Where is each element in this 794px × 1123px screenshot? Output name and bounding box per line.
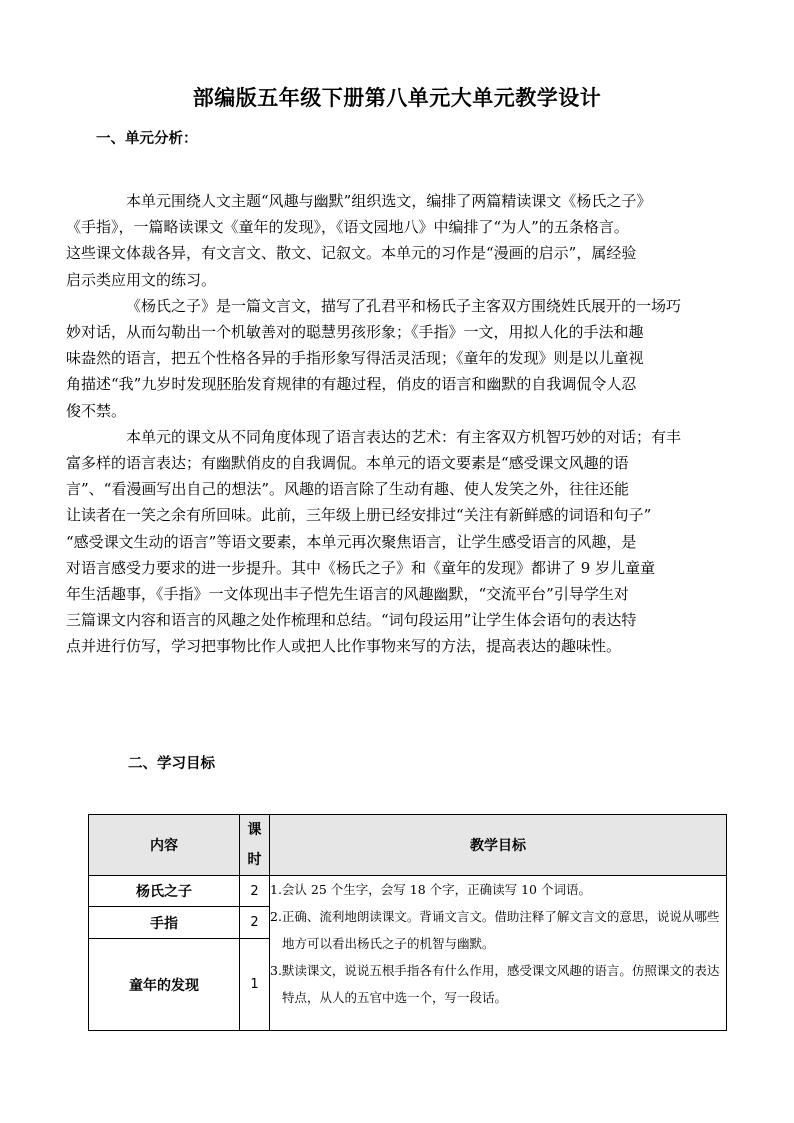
table-row <box>89 876 727 907</box>
goal-item: 2.正确、流利地朗读课文。背诵文言文。借助注释了解文言文的意思，说说从哪些地方可以看出杨氏之子的机智与幽默。 <box>270 909 720 951</box>
lesson-hours: 1 <box>240 939 270 1031</box>
goal-item: 1.会认 25 个生字，会写 18 个字，正确读写 10 个词语。 <box>270 882 591 897</box>
section-heading-learning-goals: 二、学习目标 <box>128 756 215 772</box>
section-heading-unit-analysis: 一、单元分析： <box>96 131 198 147</box>
lesson-hours: 2 <box>240 907 270 939</box>
text-line: 富多样的语言表达；有幽默俏皮的自我调侃。本单元的语文要素是“感受课文风趣的语 <box>66 454 629 473</box>
learning-goals-table <box>88 814 727 1031</box>
text-line: 味盎然的语言，把五个性格各异的手指形象写得活灵活现；《童年的发现》则是以儿童视 <box>66 349 644 368</box>
text-line: 点并进行仿写，学习把事物比作人或把人比作事物来写的方法，提高表达的趣味性。 <box>66 637 622 656</box>
header-goals: 教学目标 <box>270 815 727 876</box>
lesson-name: 手指 <box>89 907 240 939</box>
unit-analysis-text <box>66 188 724 660</box>
document-title: 部编版五年级下册第八单元大单元教学设计 <box>192 86 602 110</box>
paragraph <box>66 188 724 293</box>
text-line: 《杨氏之子》是一篇文言文，描写了孔君平和杨氏子主客双方围绕姓氏展开的一场巧 <box>126 296 682 315</box>
text-line: 让读者在一笑之余有所回味。此前，三年级上册已经安排过“关注有新鲜感的词语和句子” <box>66 506 652 525</box>
header-hours-line: 时 <box>247 852 262 868</box>
header-hours-line: 课 <box>247 822 262 838</box>
lesson-name: 童年的发现 <box>89 939 240 1031</box>
table-header-row <box>89 815 727 876</box>
text-line: 启示类应用文的练习。 <box>66 270 217 289</box>
text-line: 言”、“看漫画写出自己的想法”。风趣的语言除了生动有趣、使人发笑之外，往往还能 <box>66 480 630 499</box>
text-line: 这些课文体裁各异，有文言文、散文、记叙文。本单元的习作是“漫画的启示”，属经验 <box>66 244 637 263</box>
text-line: 三篇课文内容和语言的风趣之处作梳理和总结。“词句段运用”让学生体会语句的表达特 <box>66 611 637 630</box>
text-line: “感受课文生动的语言”等语文要素，本单元再次聚焦语言，让学生感受语言的风趣，是 <box>66 532 637 551</box>
paragraph <box>66 424 724 660</box>
goal-item: 3.默读课文，说说五根手指各有什么作用，感受课文风趣的语言。仿照课文的表达特点，从人的五官中选一个，写一段话。 <box>270 963 720 1005</box>
text-line: 妙对话，从而勾勒出一个机敏善对的聪慧男孩形象；《手指》一文，用拟人化的手法和趣 <box>66 323 644 342</box>
paragraph <box>66 293 724 424</box>
text-line: 本单元围绕人文主题“风趣与幽默”组织选文，编排了两篇精读课文《杨氏之子》 <box>126 192 652 210</box>
text-line: 年生活趣事，《手指》一文体现出丰子恺先生语言的风趣幽默，“交流平台”引导学生对 <box>66 585 629 604</box>
text-line: 角描述“我”九岁时发现胚胎发育规律的有趣过程，俏皮的语言和幽默的自我调侃令人忍 <box>66 375 637 394</box>
goals-cell <box>270 876 727 1031</box>
header-hours <box>240 815 270 876</box>
lesson-hours: 2 <box>240 876 270 907</box>
header-content: 内容 <box>89 815 240 876</box>
text-line: 《手指》，一篇略读课文《童年的发现》，《语文园地八》中编排了“为人”的五条格言。 <box>66 218 629 237</box>
text-line: 对语言感受力要求的进一步提升。其中《杨氏之子》和《童年的发现》都讲了 9 岁儿童童 <box>66 558 656 577</box>
text-line: 本单元的课文从不同角度体现了语言表达的艺术：有主客双方机智巧妙的对话；有丰 <box>126 427 682 446</box>
lesson-name: 杨氏之子 <box>89 876 240 907</box>
text-line: 俊不禁。 <box>66 401 127 420</box>
